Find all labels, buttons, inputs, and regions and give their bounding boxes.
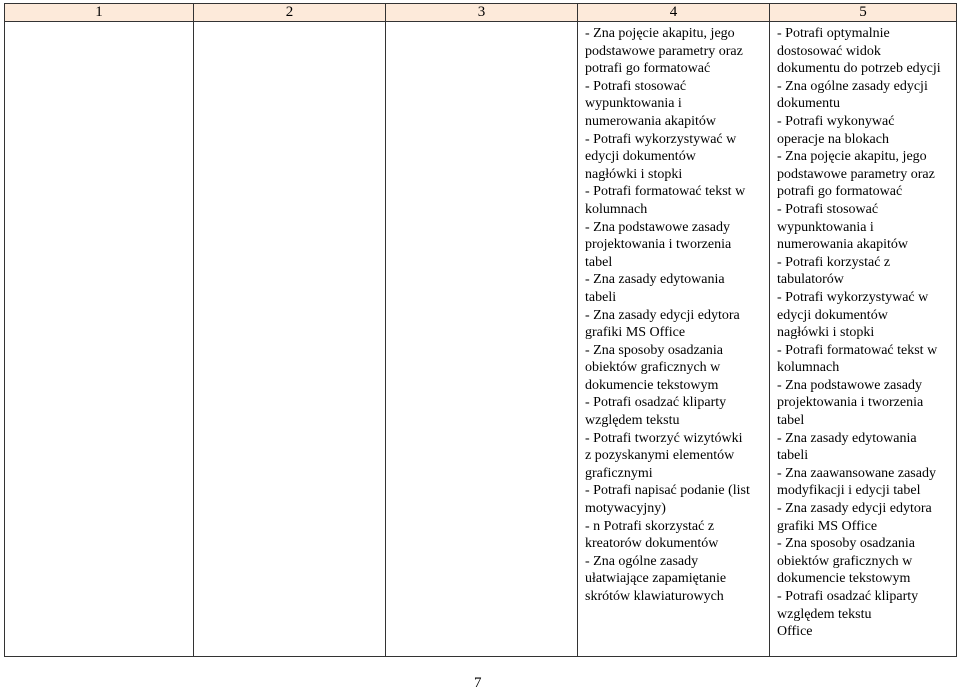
curriculum-table	[4, 3, 957, 657]
column-4-line: projektowania i tworzenia	[585, 237, 732, 253]
column-4-line: nagłówki i stopki	[585, 166, 683, 182]
column-5-line: kolumnach	[777, 360, 840, 376]
column-4-line: - Potrafi osadzać kliparty	[585, 395, 727, 411]
column-5-line: - Potrafi wykorzystywać w	[777, 289, 929, 305]
table-row	[5, 22, 957, 657]
page-number: 7	[474, 675, 482, 691]
column-5-line: - Zna podstawowe zasady	[777, 377, 923, 393]
column-5-line: - Potrafi stosować	[777, 201, 879, 217]
column-header-4: 4	[578, 4, 770, 22]
column-4-line: z pozyskanymi elementów	[585, 448, 735, 464]
column-5-line: - Potrafi optymalnie	[777, 26, 890, 41]
column-4-line: - Potrafi wykorzystywać w	[585, 131, 737, 147]
column-5-line: - Potrafi osadzać kliparty	[777, 589, 919, 604]
column-5-line: dokumentu do potrzeb edycji	[777, 61, 941, 77]
column-4-line: numerowania akapitów	[585, 113, 717, 129]
cell-column-4	[578, 22, 770, 657]
column-5-line: - Zna zasady edycji edytora	[777, 501, 932, 517]
column-header-1: 1	[5, 4, 194, 22]
column-4-line: podstawowe parametry oraz	[585, 43, 743, 59]
column-5-line: potrafi go formatować	[777, 184, 903, 200]
column-header-2: 2	[194, 4, 386, 22]
column-4-line: względem tekstu	[585, 413, 680, 429]
column-4-line: kreatorów dokumentów	[585, 536, 719, 552]
column-4-line: tabeli	[585, 289, 617, 305]
column-4-line: - Zna ogólne zasady	[585, 553, 699, 569]
column-5-line: edycji dokumentów	[777, 307, 888, 323]
column-5-line: - Zna sposoby osadzania	[777, 536, 916, 552]
column-5-line: - Potrafi korzystać z	[777, 254, 891, 270]
column-4-line: motywacyjny)	[585, 501, 666, 517]
column-4-line: - Zna zasady edycji edytora	[585, 307, 740, 323]
column-5-line: numerowania akapitów	[777, 237, 909, 253]
column-5-line: wypunktowania i	[777, 219, 874, 235]
column-4-line: - n Potrafi skorzystać z	[585, 518, 715, 534]
column-5-line: względem tekstu	[777, 606, 872, 622]
column-5-line: - Potrafi formatować tekst w	[777, 342, 938, 358]
column-5-text	[770, 22, 956, 641]
column-4-line: - Zna sposoby osadzania	[585, 342, 724, 358]
column-4-line: - Zna pojęcie akapitu, jego	[585, 26, 735, 41]
column-4-line: edycji dokumentów	[585, 149, 696, 165]
cell-column-1	[5, 22, 194, 657]
column-4-line: graficznymi	[585, 465, 653, 481]
column-5-line: obiektów graficznych w	[777, 553, 913, 569]
cell-column-5	[770, 22, 957, 657]
column-5-line: grafiki MS Office	[777, 518, 878, 534]
column-5-line: - Zna zasady edytowania	[777, 430, 917, 446]
column-4-text	[578, 22, 769, 606]
column-4-line: - Potrafi napisać podanie (list	[585, 483, 750, 499]
column-4-line: - Potrafi tworzyć wizytówki	[585, 430, 743, 446]
column-5-line: dokumencie tekstowym	[777, 571, 911, 587]
column-5-line: - Zna pojęcie akapitu, jego	[777, 149, 927, 165]
column-4-line: grafiki MS Office	[585, 325, 686, 341]
header-row	[5, 4, 957, 22]
column-header-5: 5	[770, 4, 957, 22]
column-4-line: - Zna podstawowe zasady	[585, 219, 731, 235]
column-5-line: tabulatorów	[777, 272, 844, 288]
column-5-line: - Zna zaawansowane zasady	[777, 465, 936, 481]
column-5-line: Office	[777, 624, 813, 640]
column-4-line: ułatwiające zapamiętanie	[585, 571, 727, 587]
column-4-line: potrafi go formatować	[585, 61, 711, 77]
column-5-line: dokumentu	[777, 96, 840, 112]
column-4-line: tabel	[585, 254, 613, 270]
column-5-line: tabeli	[777, 448, 809, 464]
column-5-line: podstawowe parametry oraz	[777, 166, 935, 182]
column-4-line: obiektów graficznych w	[585, 360, 721, 376]
column-5-line: projektowania i tworzenia	[777, 395, 924, 411]
column-5-line: nagłówki i stopki	[777, 325, 875, 341]
cell-column-3	[386, 22, 578, 657]
column-5-line: modyfikacji i edycji tabel	[777, 483, 921, 499]
column-5-line: - Zna ogólne zasady edycji	[777, 78, 928, 94]
column-4-line: wypunktowania i	[585, 96, 682, 112]
column-5-line: operacje na blokach	[777, 131, 889, 147]
cell-column-2	[194, 22, 386, 657]
column-4-line: - Potrafi formatować tekst w	[585, 184, 746, 200]
column-4-line: - Potrafi stosować	[585, 78, 687, 94]
column-4-line: - Zna zasady edytowania	[585, 272, 725, 288]
column-4-line: kolumnach	[585, 201, 648, 217]
column-5-line: dostosować widok	[777, 43, 881, 59]
column-4-line: dokumencie tekstowym	[585, 377, 719, 393]
column-header-3: 3	[386, 4, 578, 22]
column-5-line: tabel	[777, 413, 805, 429]
column-4-line: skrótów klawiaturowych	[585, 589, 724, 604]
column-5-line: - Potrafi wykonywać	[777, 113, 895, 129]
